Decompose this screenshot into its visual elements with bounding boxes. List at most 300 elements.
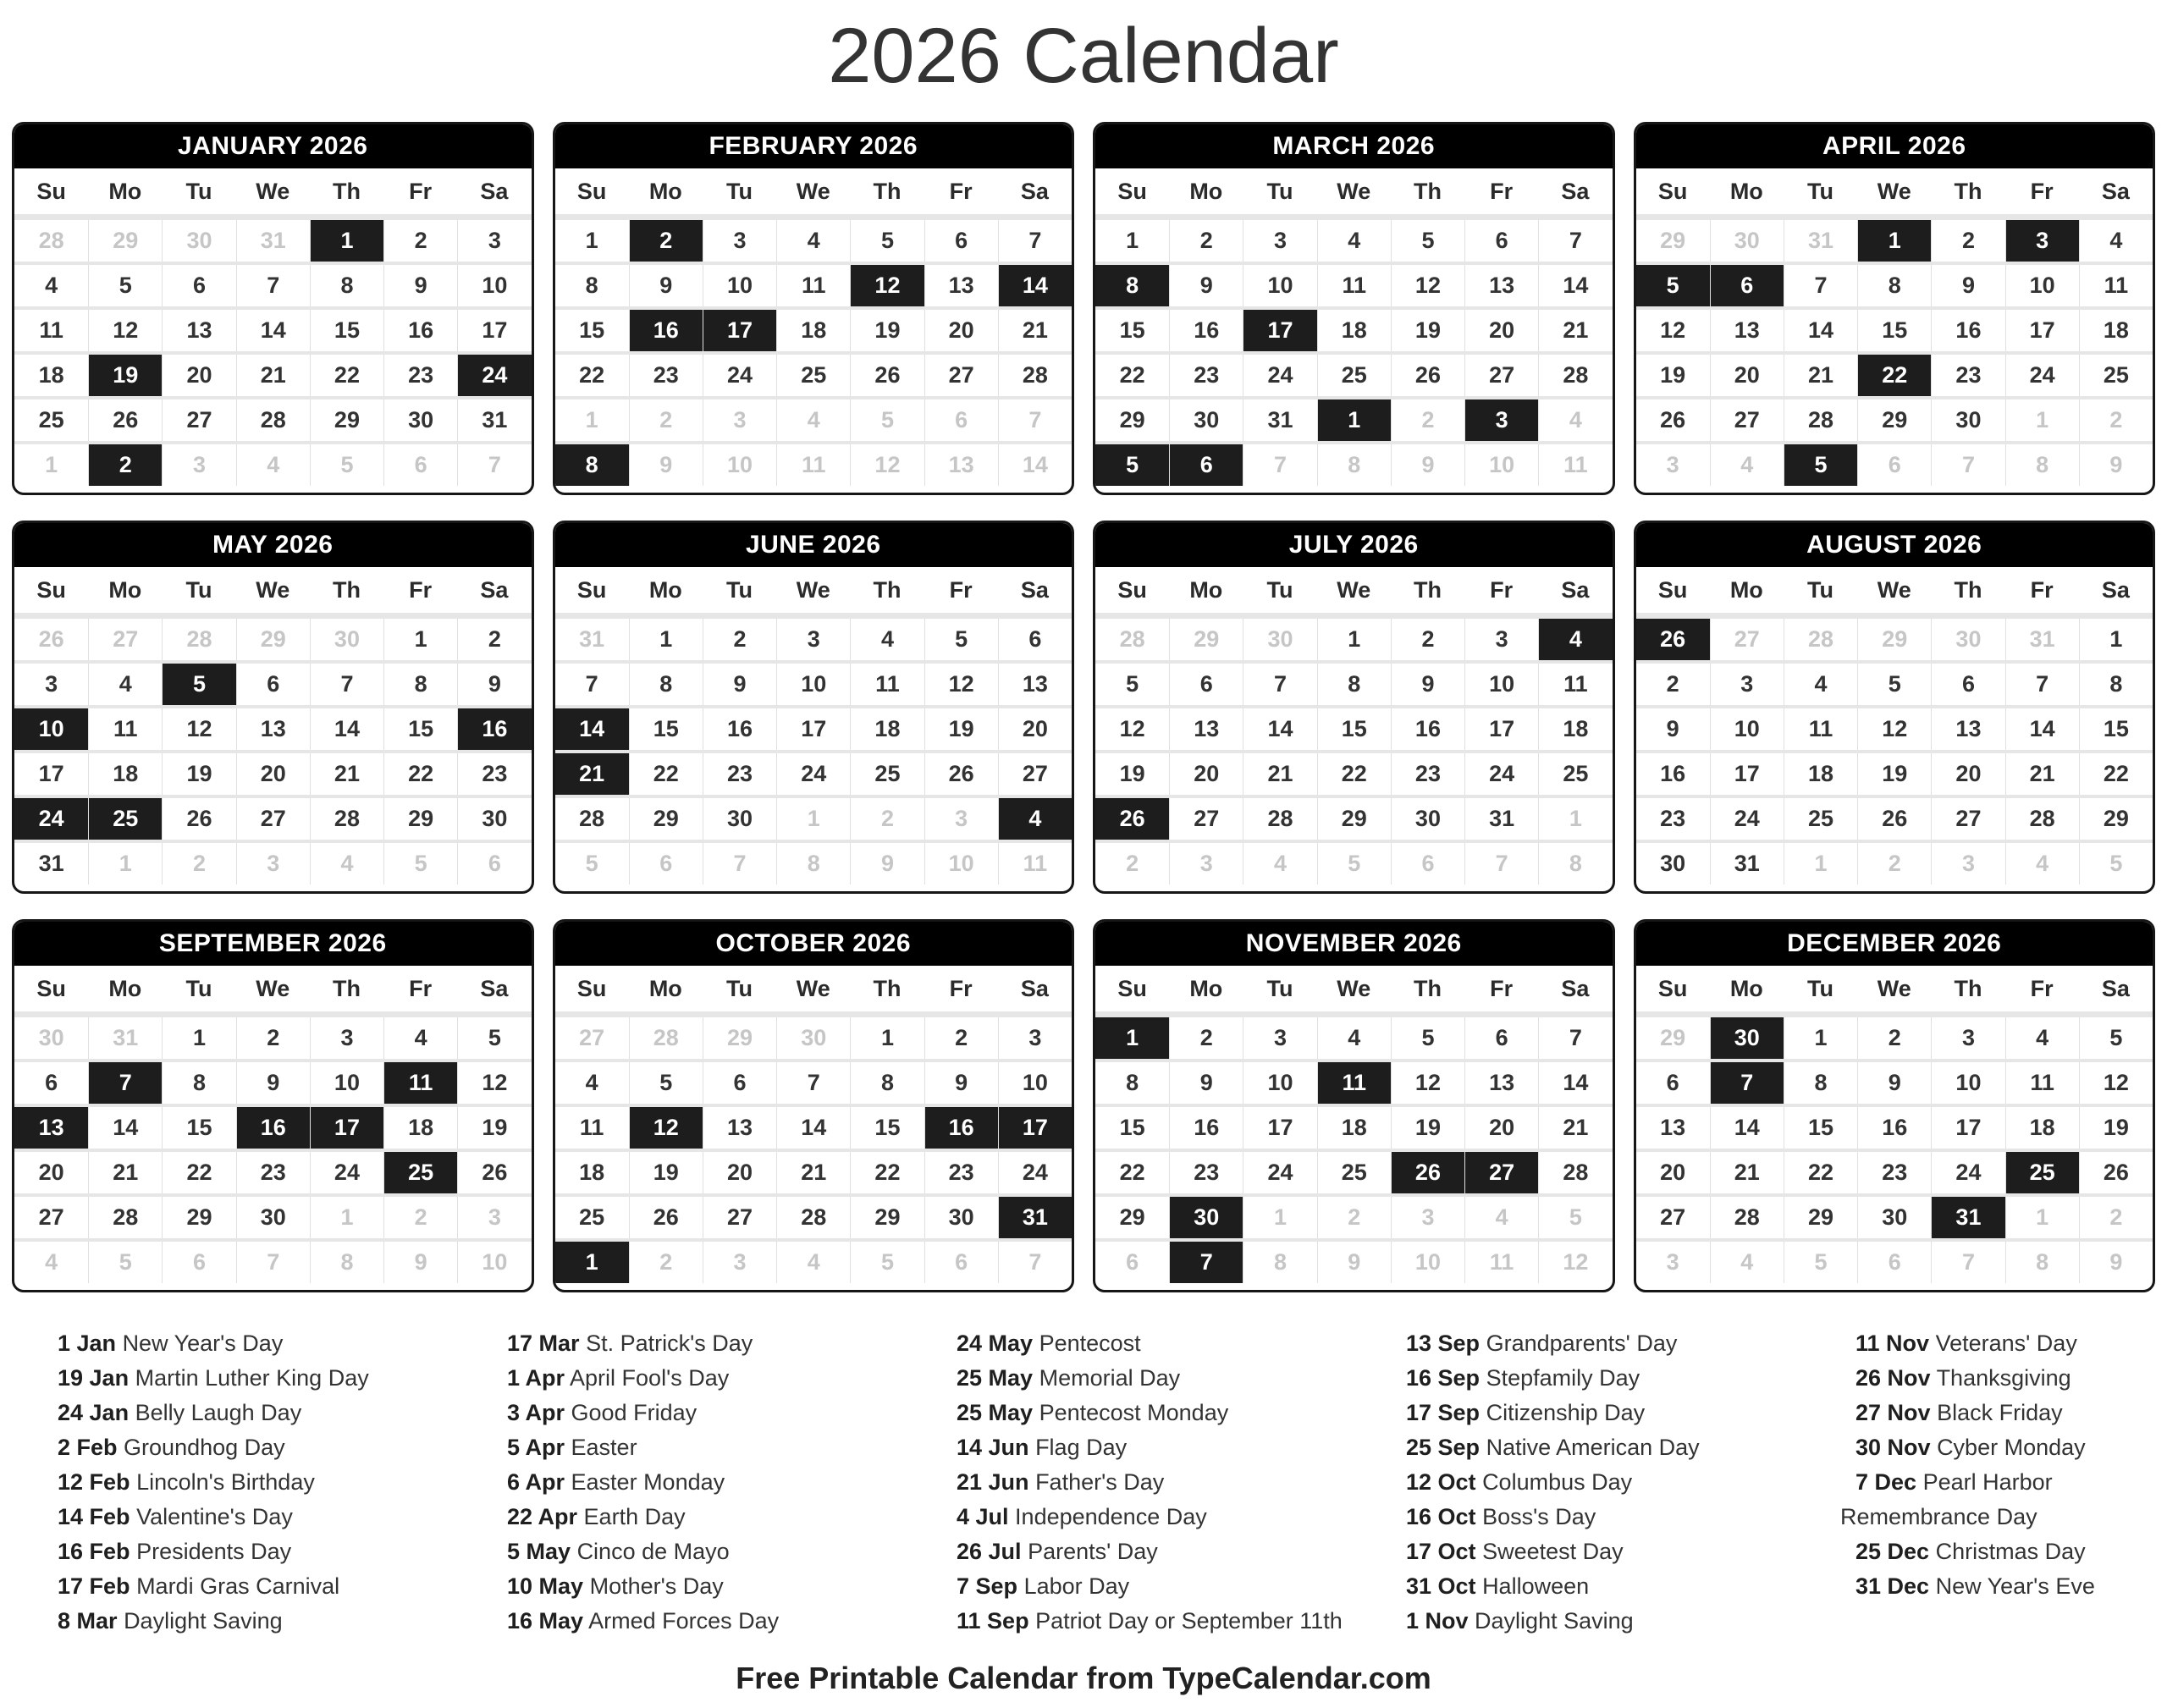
day-cell: 17 — [2005, 310, 2079, 351]
day-cell: 19 — [629, 1152, 703, 1193]
day-cell: 3 — [1243, 1017, 1316, 1059]
holiday-item — [42, 1396, 492, 1430]
weekday-label: Sa — [2101, 179, 2130, 204]
holiday-date: 12 Feb — [58, 1469, 130, 1495]
day-cell: 21 — [1538, 310, 1612, 351]
day-cell: 19 — [457, 1107, 531, 1149]
week-row — [1636, 1149, 2153, 1193]
day-cell: 6 — [162, 1242, 235, 1283]
day-cell: 18 — [1317, 310, 1391, 351]
holiday-name: Christmas Day — [1935, 1539, 2086, 1564]
weekday-label: Tu — [1266, 577, 1293, 603]
day-cell: 11 — [579, 1115, 604, 1140]
weekday-label: Th — [1413, 577, 1442, 603]
weekday-label: Tu — [1807, 976, 1834, 1001]
day-cell: 23 — [457, 753, 531, 795]
day-cell: 31 — [1931, 1197, 2004, 1238]
day-cell: 3 — [45, 671, 58, 697]
week-row — [1636, 613, 2153, 660]
day-cell: 30 — [1169, 1197, 1243, 1238]
day-cell: 3 — [2005, 220, 2079, 262]
day-cell: 4 — [776, 399, 850, 441]
day-cell: 3 — [1464, 399, 1538, 441]
holiday-column — [941, 1326, 1391, 1639]
day-cell: 20 — [38, 1160, 64, 1185]
day-cell: 18 — [776, 310, 850, 351]
week-row — [555, 396, 1072, 441]
day-cell: 22 — [310, 355, 383, 396]
day-cell: 11 — [2005, 1062, 2079, 1104]
day-cell: 4 — [1317, 220, 1391, 262]
day-cell: 31 — [38, 851, 64, 876]
day-cell: 22 — [162, 1152, 235, 1193]
holiday-name: Grandparents' Day — [1486, 1331, 1678, 1356]
day-cell: 8 — [310, 1242, 383, 1283]
weekday-label: Tu — [726, 577, 753, 603]
weekday-label: Tu — [726, 976, 753, 1001]
day-cell: 11 — [776, 265, 850, 306]
day-cell: 25 — [2079, 355, 2153, 396]
day-cell: 4 — [776, 220, 850, 262]
holiday-item — [941, 1465, 1391, 1500]
day-cell: 23 — [703, 753, 776, 795]
day-cell: 2 — [850, 798, 924, 840]
day-cell: 7 — [1710, 1062, 1784, 1104]
day-cell: 30 — [310, 619, 383, 660]
day-cell: 21 — [776, 1152, 850, 1193]
holiday-date: 10 May — [507, 1573, 584, 1599]
holiday-name: Patriot Day or September 11th — [1035, 1608, 1343, 1634]
month-title: FEBRUARY 2026 — [555, 124, 1072, 168]
day-cell: 8 — [310, 265, 383, 306]
day-cell: 28 — [162, 619, 235, 660]
weekday-label: Tu — [1807, 179, 1834, 204]
week-row — [14, 306, 532, 351]
day-cell: 14 — [998, 265, 1072, 306]
holiday-item — [42, 1430, 492, 1465]
holiday-item — [1840, 1465, 2150, 1534]
day-cell: 11 — [1317, 1062, 1391, 1104]
day-cell: 6 — [457, 843, 531, 884]
day-cell: 17 — [703, 310, 776, 351]
day-cell: 1 — [1095, 1017, 1169, 1059]
day-cell: 6 — [45, 1070, 58, 1095]
day-cell: 13 — [236, 708, 310, 750]
day-cell: 23 — [629, 355, 703, 396]
month-title: APRIL 2026 — [1636, 124, 2153, 168]
week-row — [1636, 1193, 2153, 1238]
holiday-name: Easter Monday — [571, 1469, 725, 1495]
weekday-label: Mo — [1189, 179, 1223, 204]
day-cell: 30 — [457, 798, 531, 840]
week-row — [14, 1238, 532, 1283]
weekday-label: Su — [576, 577, 607, 603]
day-cell: 3 — [776, 619, 850, 660]
day-cell: 14 — [236, 310, 310, 351]
weekday-label: Fr — [949, 577, 973, 603]
day-cell: 8 — [555, 444, 629, 486]
day-cell: 18 — [579, 1160, 605, 1185]
weekday-row — [1636, 966, 2153, 1011]
weekday-row — [555, 168, 1072, 214]
day-cell: 22 — [579, 362, 605, 388]
day-cell: 20 — [1464, 310, 1538, 351]
day-cell: 2 — [383, 220, 457, 262]
week-row — [555, 306, 1072, 351]
day-cell: 2 — [924, 1017, 998, 1059]
day-cell: 28 — [1710, 1197, 1784, 1238]
week-row — [555, 351, 1072, 396]
day-cell: 8 — [776, 843, 850, 884]
day-cell: 7 — [776, 1062, 850, 1104]
day-cell: 11 — [1538, 664, 1612, 705]
day-cell: 1 — [850, 1017, 924, 1059]
holiday-date: 6 Apr — [507, 1469, 565, 1495]
day-cell: 27 — [1931, 798, 2004, 840]
day-cell: 6 — [1169, 664, 1243, 705]
day-cell: 5 — [1636, 265, 1710, 306]
months-grid — [0, 100, 2167, 1292]
day-cell: 27 — [1710, 399, 1784, 441]
holiday-name: Parents' Day — [1028, 1539, 1158, 1564]
day-cell: 26 — [1391, 1152, 1464, 1193]
day-cell: 16 — [924, 1107, 998, 1149]
day-cell: 10 — [1243, 1062, 1316, 1104]
holiday-name: Armed Forces Day — [588, 1608, 780, 1634]
week-row — [14, 262, 532, 306]
weekday-label: We — [796, 577, 830, 603]
day-cell: 14 — [2005, 708, 2079, 750]
holiday-item — [1840, 1326, 2150, 1361]
day-cell: 2 — [1931, 220, 2004, 262]
day-cell: 12 — [1119, 716, 1145, 741]
day-cell: 12 — [850, 265, 924, 306]
day-cell: 20 — [1464, 1107, 1538, 1149]
holiday-name: Memorial Day — [1039, 1365, 1181, 1391]
weekday-row — [1636, 168, 2153, 214]
week-row — [14, 613, 532, 660]
day-cell: 17 — [1243, 1107, 1316, 1149]
month-title: SEPTEMBER 2026 — [14, 922, 532, 966]
day-cell: 27 — [924, 355, 998, 396]
weekday-label: Th — [1954, 577, 1982, 603]
holiday-date: 16 Oct — [1406, 1504, 1476, 1529]
weekday-row — [1095, 966, 1613, 1011]
day-cell: 13 — [1464, 265, 1538, 306]
day-cell: 5 — [2079, 1017, 2153, 1059]
day-cell: 14 — [1243, 708, 1316, 750]
day-cell: 29 — [1784, 1197, 1857, 1238]
week-row — [555, 705, 1072, 750]
week-row — [555, 1193, 1072, 1238]
holiday-date: 14 Jun — [957, 1435, 1029, 1460]
day-cell: 21 — [2005, 753, 2079, 795]
day-cell: 5 — [88, 1242, 162, 1283]
day-cell: 16 — [383, 310, 457, 351]
day-cell: 17 — [310, 1107, 383, 1149]
week-row — [1636, 1104, 2153, 1149]
day-cell: 7 — [1931, 1242, 2004, 1283]
day-cell: 5 — [1126, 671, 1139, 697]
holiday-date: 8 Mar — [58, 1608, 118, 1634]
day-cell: 8 — [1095, 265, 1169, 306]
day-cell: 8 — [1317, 664, 1391, 705]
day-cell: 21 — [1243, 753, 1316, 795]
day-cell: 29 — [1857, 619, 1931, 660]
day-cell: 7 — [2005, 664, 2079, 705]
day-cell: 5 — [88, 265, 162, 306]
day-cell: 17 — [1710, 753, 1784, 795]
weekday-label: Mo — [1729, 179, 1763, 204]
day-cell: 25 — [1317, 355, 1391, 396]
day-cell: 5 — [162, 664, 235, 705]
day-cell: 10 — [14, 708, 88, 750]
day-cell: 18 — [1784, 753, 1857, 795]
week-row — [555, 840, 1072, 884]
week-row — [1095, 795, 1613, 840]
day-cell: 11 — [39, 317, 63, 343]
day-cell: 12 — [457, 1062, 531, 1104]
holiday-item — [492, 1569, 941, 1604]
holiday-name: Pentecost Monday — [1039, 1400, 1229, 1425]
day-cell: 16 — [629, 310, 703, 351]
day-cell: 11 — [2079, 265, 2153, 306]
day-cell: 22 — [2079, 753, 2153, 795]
week-row — [14, 1149, 532, 1193]
day-cell: 29 — [1317, 798, 1391, 840]
holiday-name: Citizenship Day — [1486, 1400, 1646, 1425]
week-row — [14, 1193, 532, 1238]
day-cell: 30 — [1931, 399, 2004, 441]
weekday-label: Tu — [1266, 976, 1293, 1001]
weekday-label: We — [1877, 976, 1911, 1001]
day-cell: 3 — [703, 399, 776, 441]
day-cell: 18 — [2079, 310, 2153, 351]
weekday-label: Sa — [1020, 577, 1049, 603]
holiday-item — [1391, 1569, 1840, 1604]
day-cell: 26 — [924, 753, 998, 795]
week-row — [1095, 750, 1613, 795]
month-title: DECEMBER 2026 — [1636, 922, 2153, 966]
day-cell: 9 — [1169, 265, 1243, 306]
weekday-label: Su — [36, 179, 66, 204]
holiday-date: 11 Nov — [1855, 1331, 1930, 1356]
weekday-row — [14, 966, 532, 1011]
day-cell: 5 — [1857, 664, 1931, 705]
weekday-label: Sa — [480, 976, 509, 1001]
day-cell: 14 — [88, 1107, 162, 1149]
day-cell: 3 — [924, 798, 998, 840]
week-row — [1095, 1238, 1613, 1283]
holiday-date: 1 Apr — [507, 1365, 565, 1391]
day-cell: 20 — [703, 1152, 776, 1193]
day-cell: 24 — [1710, 798, 1784, 840]
day-cell: 15 — [2079, 708, 2153, 750]
week-row — [555, 795, 1072, 840]
day-cell: 26 — [88, 399, 162, 441]
day-cell: 11 — [1538, 444, 1612, 486]
holiday-date: 1 Jan — [58, 1331, 117, 1356]
day-cell: 29 — [629, 798, 703, 840]
week-row — [1095, 396, 1613, 441]
day-cell: 5 — [383, 843, 457, 884]
day-cell: 28 — [998, 355, 1072, 396]
day-cell: 2 — [1391, 399, 1464, 441]
week-row — [1636, 1059, 2153, 1104]
day-cell: 7 — [1464, 843, 1538, 884]
footer-credit: Free Printable Calendar from TypeCalendar.com — [736, 1661, 1431, 1695]
day-cell: 26 — [1660, 407, 1686, 433]
day-cell: 1 — [1784, 1017, 1857, 1059]
day-cell: 20 — [1169, 753, 1243, 795]
day-cell: 17 — [457, 310, 531, 351]
day-cell: 8 — [2005, 1242, 2079, 1283]
day-cell: 5 — [1784, 1242, 1857, 1283]
day-cell: 1 — [383, 619, 457, 660]
week-row — [1636, 1011, 2153, 1059]
day-cell: 26 — [38, 626, 64, 652]
day-cell: 7 — [310, 664, 383, 705]
day-cell: 5 — [850, 399, 924, 441]
day-cell: 5 — [1095, 444, 1169, 486]
day-cell: 17 — [1243, 310, 1316, 351]
day-cell: 28 — [579, 806, 605, 831]
weekday-label: Fr — [949, 179, 973, 204]
week-row — [14, 750, 532, 795]
day-cell: 6 — [1391, 843, 1464, 884]
day-cell: 1 — [1126, 228, 1139, 253]
weekday-label: We — [1877, 179, 1911, 204]
holiday-item — [1840, 1534, 2150, 1569]
day-cell: 7 — [88, 1062, 162, 1104]
day-cell: 13 — [1464, 1062, 1538, 1104]
day-cell: 26 — [1095, 798, 1169, 840]
day-cell: 9 — [236, 1062, 310, 1104]
day-cell: 9 — [629, 444, 703, 486]
weekday-label: We — [1337, 976, 1371, 1001]
weekday-label: We — [256, 179, 290, 204]
day-cell: 1 — [1784, 843, 1857, 884]
day-cell: 1 — [1857, 220, 1931, 262]
day-cell: 5 — [924, 619, 998, 660]
day-cell: 28 — [310, 798, 383, 840]
day-cell: 2 — [629, 399, 703, 441]
day-cell: 3 — [457, 1197, 531, 1238]
holiday-item — [492, 1361, 941, 1396]
day-cell: 6 — [1857, 1242, 1931, 1283]
day-cell: 29 — [850, 1197, 924, 1238]
holiday-name: Martin Luther King Day — [135, 1365, 369, 1391]
holiday-item — [941, 1396, 1391, 1430]
day-cell: 4 — [1538, 399, 1612, 441]
day-cell: 1 — [1243, 1197, 1316, 1238]
day-cell: 7 — [1784, 265, 1857, 306]
month-october-2026 — [553, 919, 1075, 1292]
weekday-row — [1095, 567, 1613, 613]
day-cell: 4 — [1710, 444, 1784, 486]
day-cell: 25 — [1317, 1152, 1391, 1193]
week-row — [1636, 396, 2153, 441]
week-row — [1095, 351, 1613, 396]
day-cell: 2 — [88, 444, 162, 486]
day-cell: 31 — [579, 626, 605, 652]
week-row — [1095, 660, 1613, 705]
holiday-item — [1840, 1569, 2150, 1604]
month-march-2026 — [1093, 122, 1615, 495]
weekday-label: Fr — [949, 976, 973, 1001]
day-cell: 5 — [629, 1062, 703, 1104]
weekday-label: Mo — [108, 577, 142, 603]
day-cell: 2 — [1666, 671, 1679, 697]
day-cell: 16 — [1169, 310, 1243, 351]
day-cell: 9 — [383, 1242, 457, 1283]
holiday-item — [1840, 1396, 2150, 1430]
weekday-row — [555, 567, 1072, 613]
weekday-row — [14, 168, 532, 214]
weekday-label: Sa — [1561, 976, 1590, 1001]
day-cell: 2 — [162, 843, 235, 884]
weekday-label: Mo — [108, 976, 142, 1001]
day-cell: 18 — [850, 708, 924, 750]
day-cell: 11 — [1464, 1242, 1538, 1283]
day-cell: 26 — [850, 355, 924, 396]
day-cell: 3 — [1666, 452, 1679, 477]
week-row — [14, 795, 532, 840]
day-cell: 2 — [629, 1242, 703, 1283]
month-title: AUGUST 2026 — [1636, 523, 2153, 567]
day-cell: 8 — [585, 273, 598, 298]
day-cell: 21 — [998, 310, 1072, 351]
day-cell: 9 — [1391, 444, 1464, 486]
day-cell: 4 — [45, 1249, 58, 1275]
day-cell: 13 — [1169, 708, 1243, 750]
day-cell: 8 — [1538, 843, 1612, 884]
day-cell: 22 — [1119, 362, 1145, 388]
month-may-2026 — [12, 521, 534, 894]
day-cell: 29 — [383, 798, 457, 840]
day-cell: 6 — [629, 843, 703, 884]
holiday-item — [42, 1569, 492, 1604]
week-row — [1095, 840, 1613, 884]
day-cell: 3 — [1243, 220, 1316, 262]
holiday-date: 11 Sep — [957, 1608, 1029, 1634]
day-cell: 25 — [38, 407, 64, 433]
month-april-2026 — [1634, 122, 2156, 495]
holiday-date: 24 May — [957, 1331, 1034, 1356]
day-cell: 22 — [629, 753, 703, 795]
day-cell: 5 — [2079, 843, 2153, 884]
holiday-date: 12 Oct — [1406, 1469, 1476, 1495]
week-row — [14, 840, 532, 884]
day-cell: 2 — [236, 1017, 310, 1059]
holiday-name: Pearl Harbor Remembrance Day — [1840, 1469, 2053, 1529]
day-cell: 3 — [1464, 619, 1538, 660]
day-cell: 24 — [1243, 1152, 1316, 1193]
day-cell: 18 — [1538, 708, 1612, 750]
weekday-label: We — [1877, 577, 1911, 603]
day-cell: 9 — [1666, 716, 1679, 741]
day-cell: 30 — [236, 1197, 310, 1238]
day-cell: 5 — [850, 1242, 924, 1283]
day-cell: 21 — [310, 753, 383, 795]
day-cell: 1 — [45, 452, 58, 477]
day-cell: 25 — [579, 1204, 605, 1230]
day-cell: 10 — [776, 664, 850, 705]
day-cell: 9 — [2079, 444, 2153, 486]
day-cell: 10 — [310, 1062, 383, 1104]
weekday-label: Su — [36, 577, 66, 603]
day-cell: 24 — [14, 798, 88, 840]
